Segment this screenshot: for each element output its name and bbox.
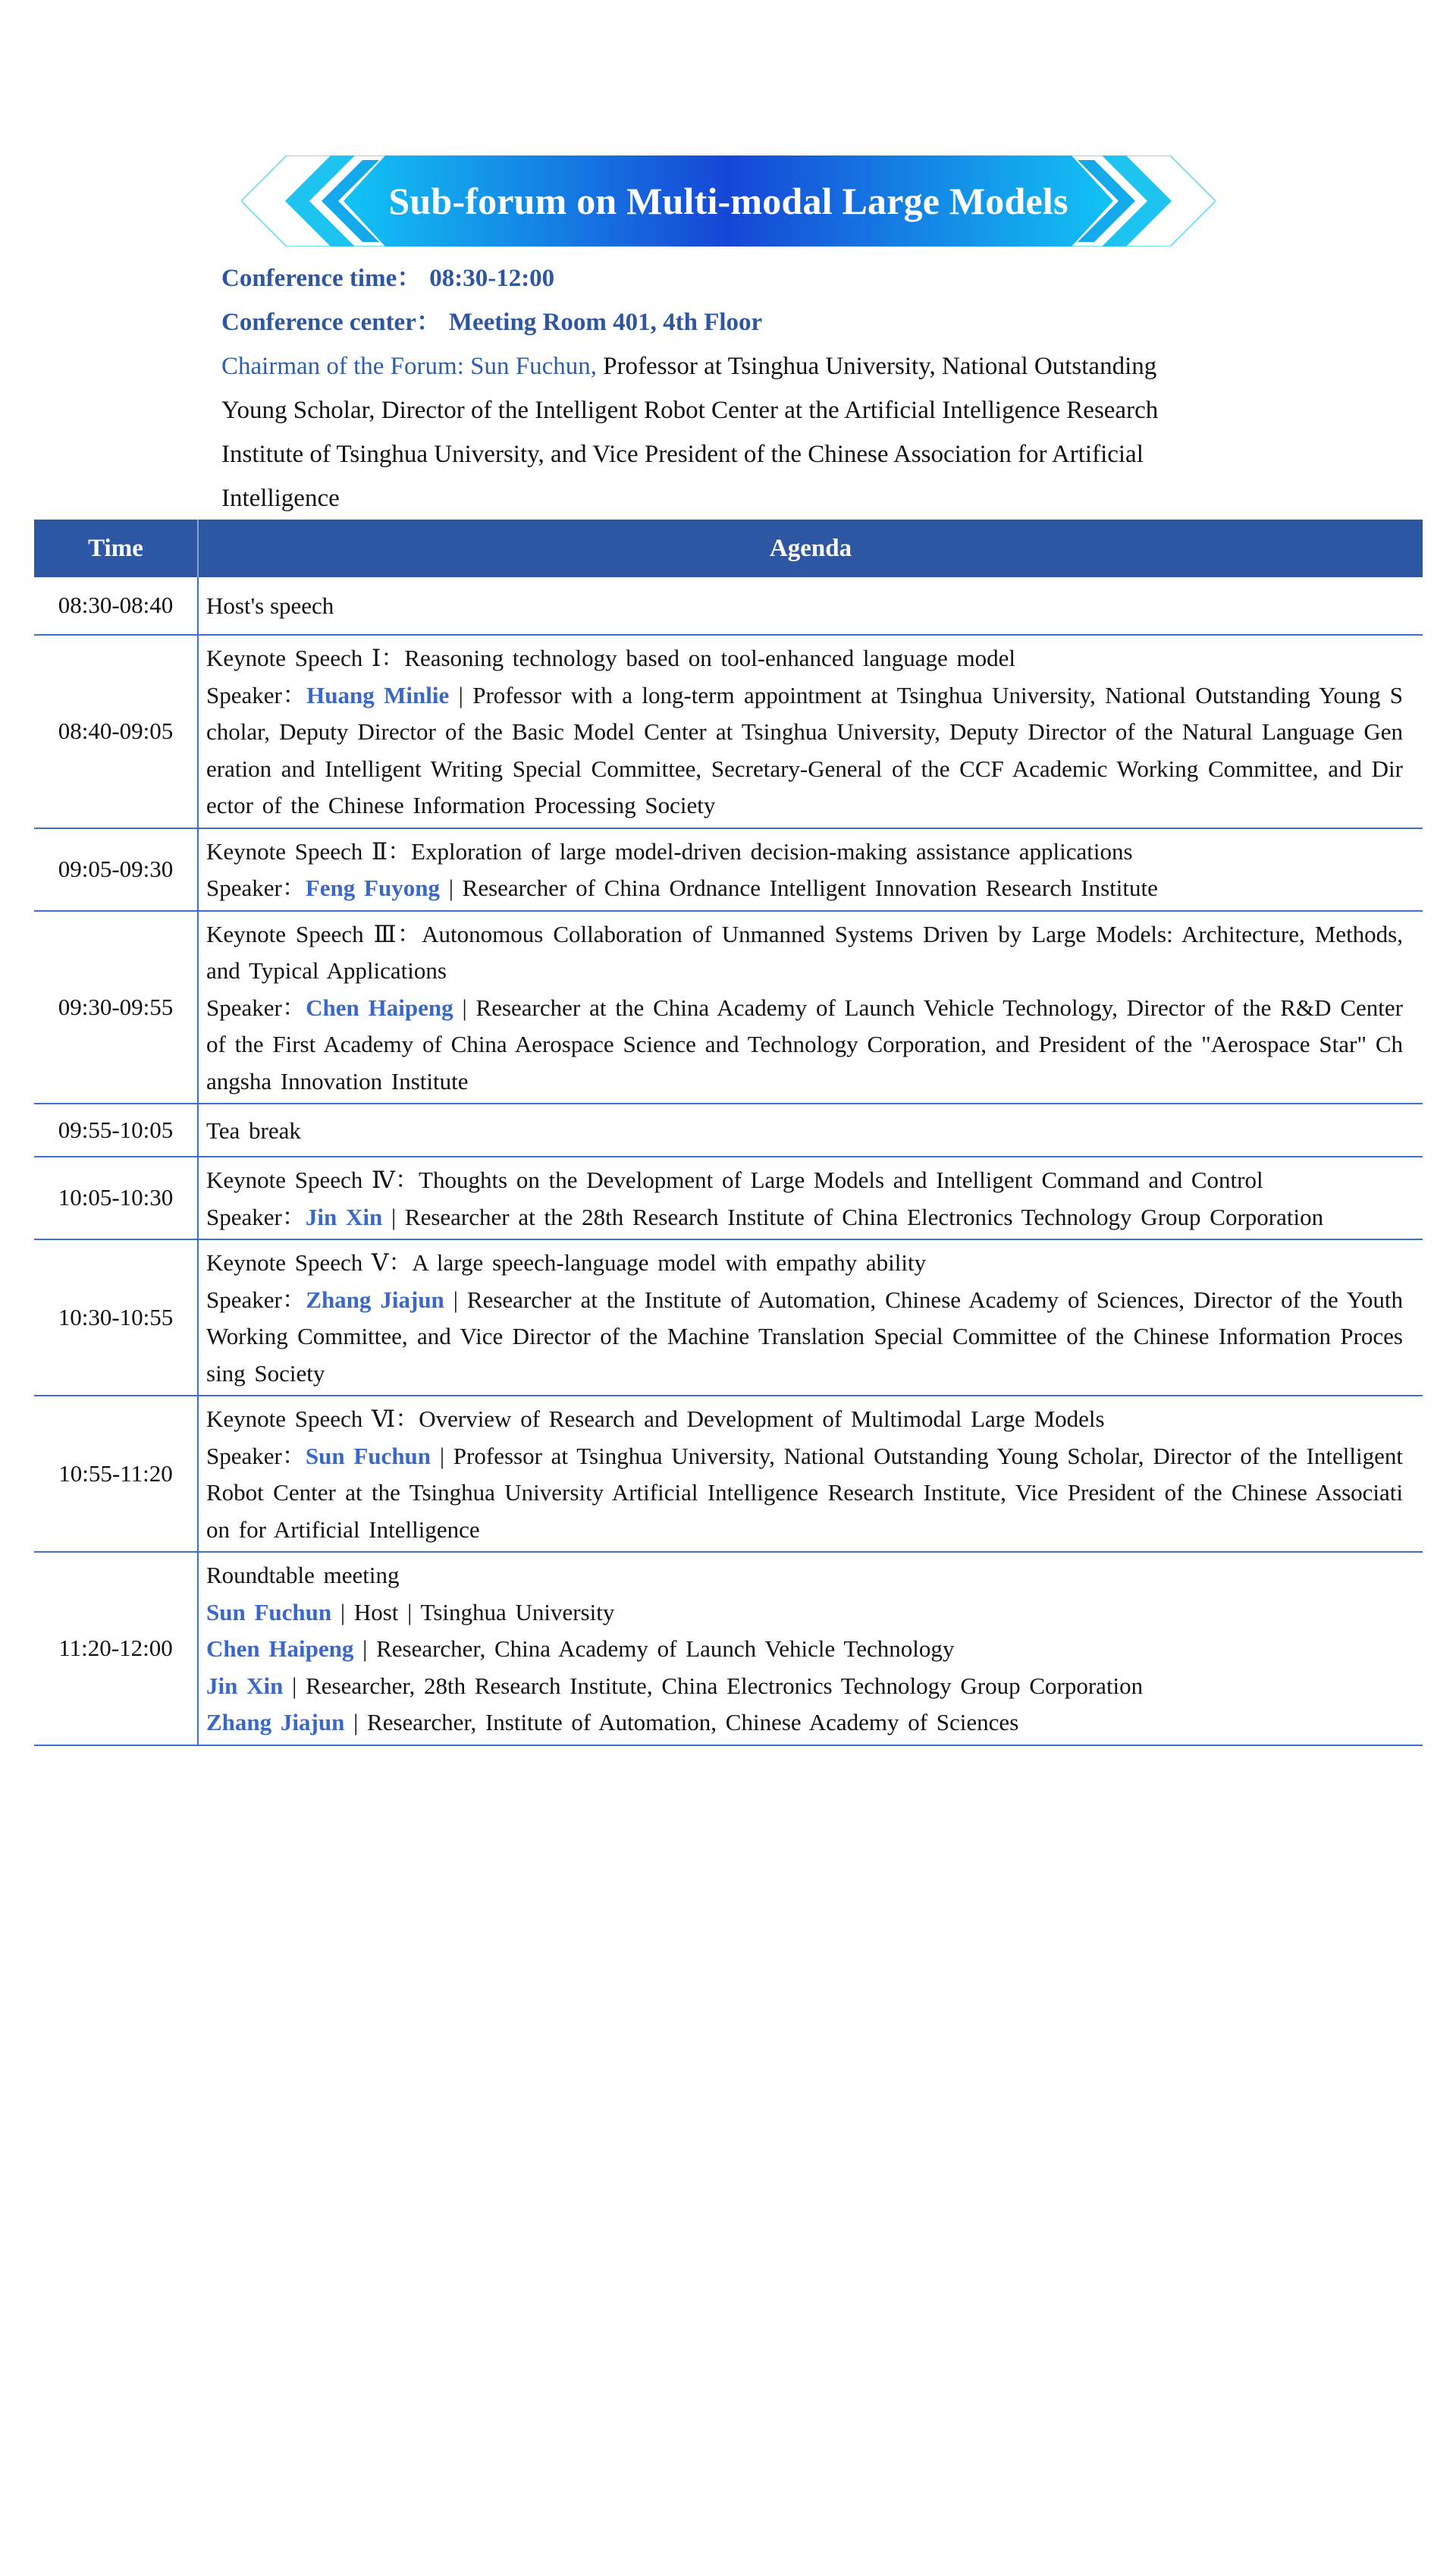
speaker-description: | Researcher at the Institute of Automation, Chinese Academy of Sciences, Director of the Youth Working Committee, and Vice Director of the Machine Translation Special Committee of the Chinese Information Processing Society (206, 1286, 1404, 1387)
agenda-header-row (34, 520, 1423, 577)
speaker-description: | Researcher at the 28th Research Institute of China Electronics Technology Group Corporation (391, 1203, 1324, 1230)
conference-time-label: Conference time： (221, 265, 422, 292)
table-row (34, 1104, 1423, 1157)
speaker-description: | Professor at Tsinghua University, National Outstanding Young Scholar, Director of the Intelligent Robot Center at the Tsinghua University Artificial Intelligence Research Institute, Vice President of the Chinese Association for Artificial Intelligence (206, 1442, 1404, 1543)
row-time: 10:05-10:30 (34, 1157, 198, 1239)
session-title: Keynote Speech Ⅲ：Autonomous Collaboration of Unmanned Systems Driven by Large Models: Architecture, Methods, and Typical Applications (206, 920, 1403, 984)
row-agenda (198, 1157, 1423, 1239)
speaker-description: | Researcher of China Ordnance Intelligent Innovation Research Institute (448, 875, 1158, 901)
speaker-prefix: Speaker： (206, 681, 307, 708)
table-row (34, 828, 1423, 911)
row-agenda (198, 1552, 1423, 1745)
speaker-line (206, 870, 1403, 907)
table-row (34, 577, 1423, 635)
session-title: Keynote Speech Ⅱ：Exploration of large model-driven decision-making assistance applications (206, 837, 1133, 865)
row-time: 09:05-09:30 (34, 828, 198, 911)
speaker-name: Chen Haipeng (306, 994, 453, 1021)
page-title: Sub-forum on Multi-modal Large Models (388, 180, 1068, 222)
row-agenda (198, 577, 1423, 635)
speaker-prefix: Speaker： (206, 1442, 306, 1469)
row-time: 08:40-09:05 (34, 635, 198, 828)
header-time: Time (34, 520, 198, 577)
speaker-prefix: Speaker： (206, 1203, 306, 1230)
conference-time-value: 08:30-12:00 (429, 265, 555, 292)
speaker-name: Feng Fuyong (305, 875, 440, 901)
speaker-prefix: Speaker： (206, 1286, 306, 1313)
panelist-name: Chen Haipeng (206, 1635, 354, 1662)
speaker-prefix: Speaker： (206, 875, 306, 901)
panelist (206, 1668, 1403, 1705)
panelist-name: Sun Fuchun (206, 1598, 332, 1625)
row-time: 10:30-10:55 (34, 1239, 198, 1396)
speaker-line (206, 1199, 1403, 1236)
speaker-name: Huang Minlie (306, 681, 450, 708)
conference-center (221, 300, 1207, 344)
table-row (34, 635, 1423, 828)
row-agenda (198, 635, 1423, 828)
session-title: Tea break (206, 1117, 301, 1144)
speaker-name: Zhang Jiajun (306, 1286, 444, 1313)
row-time: 10:55-11:20 (34, 1396, 198, 1552)
conference-center-value: Meeting Room 401, 4th Floor (448, 309, 763, 336)
panelist-description: | Researcher, China Academy of Launch Vehicle Technology (362, 1635, 955, 1662)
row-agenda (198, 1104, 1423, 1157)
panelist-name: Jin Xin (206, 1672, 284, 1699)
speaker-line (206, 677, 1403, 824)
forum-chairman (221, 344, 1207, 520)
panelist (206, 1631, 1403, 1668)
table-row (34, 911, 1423, 1104)
row-agenda (198, 911, 1423, 1104)
conference-center-label: Conference center： (221, 309, 441, 336)
session-title: Keynote Speech Ⅵ：Overview of Research and Development of Multimodal Large Models (206, 1405, 1105, 1432)
table-row (34, 1552, 1423, 1745)
title-banner (241, 155, 1216, 247)
row-time: 09:55-10:05 (34, 1104, 198, 1157)
panelist-description: | Researcher, Institute of Automation, Chinese Academy of Sciences (353, 1709, 1019, 1735)
chairman-description: Professor at Tsinghua University, National Outstanding Young Scholar, Director of the Intelligent Robot Center at the Artificial Intelligence Research Institute of Tsinghua University, and Vice President of the Chinese Association for Artificial Intelligence (221, 353, 1159, 512)
session-title: Keynote Speech Ⅴ：A large speech-language model with empathy ability (206, 1249, 927, 1276)
speaker-description: | Professor with a long-term appointment at Tsinghua University, National Outstanding Young Scholar, Deputy Director of the Basic Model Center at Tsinghua University, Deputy Director of the Natural Language Generation and Intelligent Writing Special Committee, Secretary-General of the CCF Academic Working Committee, and Director of the Chinese Information Processing Society (206, 681, 1404, 818)
speaker-line (206, 1438, 1403, 1549)
panelist-description: | Researcher, 28th Research Institute, China Electronics Technology Group Corporation (292, 1672, 1144, 1699)
session-title: Keynote Speech Ⅰ：Reasoning technology based on tool-enhanced language model (206, 645, 1015, 671)
header-agenda: Agenda (198, 520, 1423, 577)
row-agenda (198, 1239, 1423, 1396)
speaker-line (206, 990, 1403, 1101)
panelist-description: | Host | Tsinghua University (340, 1598, 615, 1625)
row-time: 08:30-08:40 (34, 577, 198, 635)
session-title: Host's speech (206, 592, 334, 620)
speaker-name: Jin Xin (305, 1203, 383, 1230)
agenda-table (34, 520, 1423, 1746)
panelist (206, 1594, 1403, 1632)
conference-info (221, 256, 1207, 520)
conference-time (221, 256, 1207, 300)
session-title: Keynote Speech Ⅳ：Thoughts on the Development of Large Models and Intelligent Command and Control (206, 1167, 1263, 1193)
table-row (34, 1239, 1423, 1396)
table-row (34, 1157, 1423, 1239)
speaker-description: | Researcher at the China Academy of Launch Vehicle Technology, Director of the R&D Center of the First Academy of China Aerospace Science and Technology Corporation, and President of the "Aerospace Star" Changsha Innovation Institute (206, 994, 1403, 1095)
panelist (206, 1704, 1403, 1742)
table-row (34, 1396, 1423, 1552)
row-time: 09:30-09:55 (34, 911, 198, 1104)
row-time: 11:20-12:00 (34, 1552, 198, 1745)
speaker-line (206, 1282, 1403, 1393)
row-agenda (198, 828, 1423, 911)
chairman-label: Chairman of the Forum: Sun Fuchun, (221, 353, 597, 380)
row-agenda (198, 1396, 1423, 1552)
speaker-prefix: Speaker： (206, 994, 306, 1021)
session-title: Roundtable meeting (206, 1562, 400, 1588)
speaker-name: Sun Fuchun (305, 1442, 431, 1469)
panelist-name: Zhang Jiajun (206, 1709, 345, 1735)
